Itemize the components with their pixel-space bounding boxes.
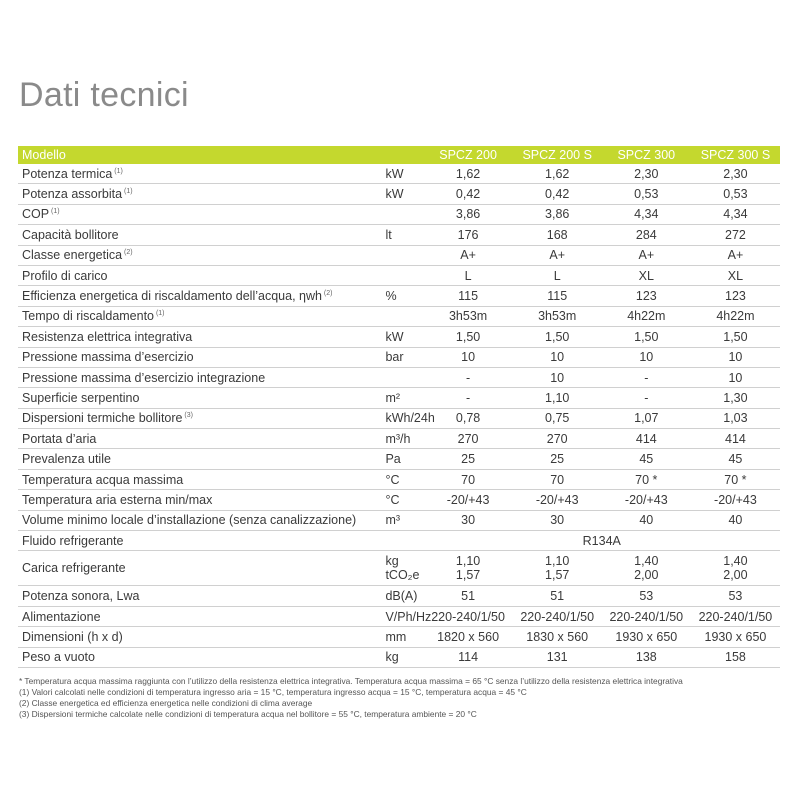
row-unit: m³/h xyxy=(363,429,423,449)
row-label: Portata d’aria xyxy=(18,429,363,449)
table-row xyxy=(18,225,780,245)
table-row xyxy=(18,265,780,285)
row-value: -20/+43 xyxy=(513,490,602,510)
row-value: 40 xyxy=(691,510,780,530)
table-row xyxy=(18,510,780,530)
row-value: 30 xyxy=(513,510,602,530)
table-row xyxy=(18,429,780,449)
row-value: XL xyxy=(602,265,691,285)
row-value: 30 xyxy=(424,510,513,530)
row-label: Resistenza elettrica integrativa xyxy=(18,327,363,347)
row-value: 220-240/1/50 xyxy=(513,606,602,626)
row-value: 10 xyxy=(513,367,602,387)
row-value: 70 xyxy=(424,469,513,489)
value-line: 1,40 xyxy=(723,554,748,569)
row-value: 168 xyxy=(513,225,602,245)
table-row xyxy=(18,449,780,469)
row-value: 2,30 xyxy=(691,164,780,184)
row-unit: °C xyxy=(363,469,423,489)
row-unit xyxy=(363,531,423,551)
table-row xyxy=(18,647,780,667)
row-value: 2,30 xyxy=(602,164,691,184)
row-value: 4h22m xyxy=(691,306,780,326)
header-model: SPCZ 300 S xyxy=(700,148,771,162)
table-header-row xyxy=(18,146,780,164)
row-value: 1,50 xyxy=(602,327,691,347)
row-label: Fluido refrigerante xyxy=(18,531,363,551)
row-value: 123 xyxy=(602,286,691,306)
row-value: 131 xyxy=(513,647,602,667)
row-value: 123 xyxy=(691,286,780,306)
unit-line: tCO₂e xyxy=(385,568,420,583)
row-unit xyxy=(363,245,423,265)
header-model: SPCZ 300 xyxy=(617,148,676,162)
footnote-ref: (1) xyxy=(154,310,165,318)
row-value: -20/+43 xyxy=(602,490,691,510)
row-value: 4,34 xyxy=(691,204,780,224)
row-label: Dispersioni termiche bollitore $^{(3)}$ xyxy=(18,408,363,428)
table-row xyxy=(18,245,780,265)
row-label: Capacità bollitore xyxy=(18,225,363,245)
row-value: 115 xyxy=(424,286,513,306)
row-unit: kW xyxy=(363,164,423,184)
value-line: 1,10 xyxy=(545,554,570,569)
row-value: A+ xyxy=(513,245,602,265)
row-value: 10 xyxy=(691,367,780,387)
table-row xyxy=(18,606,780,626)
row-value: 270 xyxy=(513,429,602,449)
table-row xyxy=(18,408,780,428)
table-row xyxy=(18,531,780,551)
row-label: Potenza assorbita $^{(1)}$ xyxy=(18,184,363,204)
row-value: 1,07 xyxy=(602,408,691,428)
table-row xyxy=(18,347,780,367)
row-label: Tempo di riscaldamento $^{(1)}$ xyxy=(18,306,363,326)
row-value: 3,86 xyxy=(424,204,513,224)
row-value: 270 xyxy=(424,429,513,449)
table-row xyxy=(18,551,780,586)
row-value: 4h22m xyxy=(602,306,691,326)
row-unit: kg xyxy=(363,647,423,667)
unit-line: kg xyxy=(385,554,399,569)
header-model: SPCZ 200 xyxy=(439,148,497,162)
table-row xyxy=(18,286,780,306)
row-value xyxy=(424,551,513,586)
footnote-ref: (1) xyxy=(49,208,60,216)
row-value xyxy=(602,551,691,586)
row-label: Peso a vuoto xyxy=(18,647,363,667)
footnote-ref: (1) xyxy=(112,167,123,175)
row-value: L xyxy=(513,265,602,285)
row-unit: mm xyxy=(363,627,423,647)
row-unit: % xyxy=(363,286,423,306)
page-title: Dati tecnici xyxy=(19,76,189,114)
row-unit xyxy=(363,367,423,387)
row-value: 1,30 xyxy=(691,388,780,408)
footnote: (3) Dispersioni termiche calcolate nelle condizioni di temperatura acqua nel bollitore = 55 °C, temperatura ambiente = 20 °C xyxy=(19,709,477,719)
row-value: 414 xyxy=(602,429,691,449)
row-value: 53 xyxy=(691,586,780,606)
row-value: 45 xyxy=(602,449,691,469)
row-value: R134A xyxy=(424,531,780,551)
row-value: XL xyxy=(691,265,780,285)
row-label: Volume minimo locale d’installazione (senza canalizzazione) xyxy=(18,510,363,530)
row-value: 114 xyxy=(424,647,513,667)
row-value: 138 xyxy=(602,647,691,667)
row-value: 176 xyxy=(424,225,513,245)
row-label: Profilo di carico xyxy=(18,265,363,285)
row-value: 0,78 xyxy=(424,408,513,428)
row-value: 0,42 xyxy=(424,184,513,204)
row-label: Pressione massima d’esercizio xyxy=(18,347,363,367)
table-row xyxy=(18,204,780,224)
table-row xyxy=(18,184,780,204)
row-value: 0,53 xyxy=(602,184,691,204)
footnotes xyxy=(19,676,683,720)
row-label: Efficienza energetica di riscaldamento dell’acqua, ηwh $^{(2)}$ xyxy=(18,286,363,306)
row-value: 1,62 xyxy=(424,164,513,184)
row-value: 1,50 xyxy=(424,327,513,347)
table-row xyxy=(18,306,780,326)
footnote: * Temperatura acqua massima raggiunta con l’utilizzo della resistenza elettrica integrativa. Temperatura acqua massima = 65 °C senza l’utilizzo della resistenza elettrica integrativa xyxy=(19,676,683,686)
row-value: 1930 x 650 xyxy=(691,627,780,647)
row-value: 1,50 xyxy=(691,327,780,347)
row-value: 220-240/1/50 xyxy=(424,606,513,626)
row-value: 0,42 xyxy=(513,184,602,204)
row-value: 1,50 xyxy=(513,327,602,347)
header-unit xyxy=(363,146,423,164)
value-line: 1,10 xyxy=(455,554,481,569)
row-value: 53 xyxy=(602,586,691,606)
row-value: 1,10 xyxy=(513,388,602,408)
table-row xyxy=(18,327,780,347)
row-value: 10 xyxy=(513,347,602,367)
row-value: 25 xyxy=(513,449,602,469)
row-value: 1,62 xyxy=(513,164,602,184)
row-unit: bar xyxy=(363,347,423,367)
row-label: Potenza sonora, Lwa xyxy=(18,586,363,606)
row-value: 3h53m xyxy=(424,306,513,326)
row-label: Prevalenza utile xyxy=(18,449,363,469)
row-value: 0,75 xyxy=(513,408,602,428)
row-value: 70 xyxy=(513,469,602,489)
row-value: L xyxy=(424,265,513,285)
row-value: -20/+43 xyxy=(424,490,513,510)
row-value: 272 xyxy=(691,225,780,245)
footnote: (2) Classe energetica ed efficienza energetica nelle condizioni di clima average xyxy=(19,698,313,708)
row-label: Superficie serpentino xyxy=(18,388,363,408)
row-value: - xyxy=(602,367,691,387)
row-value: A+ xyxy=(602,245,691,265)
row-unit: °C xyxy=(363,490,423,510)
row-value: - xyxy=(602,388,691,408)
row-value: 51 xyxy=(424,586,513,606)
row-label: Pressione massima d’esercizio integrazione xyxy=(18,367,363,387)
table-row xyxy=(18,627,780,647)
row-value: 4,34 xyxy=(602,204,691,224)
row-unit: lt xyxy=(363,225,423,245)
header-label: Modello xyxy=(22,148,66,162)
table-row xyxy=(18,164,780,184)
row-value: 40 xyxy=(602,510,691,530)
row-value: A+ xyxy=(424,245,513,265)
row-value: 220-240/1/50 xyxy=(602,606,691,626)
row-value: 51 xyxy=(513,586,602,606)
row-label: Temperatura aria esterna min/max xyxy=(18,490,363,510)
row-unit: Pa xyxy=(363,449,423,469)
row-label: Carica refrigerante xyxy=(18,551,363,586)
row-value: 70 * xyxy=(602,469,691,489)
row-unit: kW xyxy=(363,327,423,347)
row-value: 220-240/1/50 xyxy=(691,606,780,626)
row-value: 1930 x 650 xyxy=(602,627,691,647)
row-value: 25 xyxy=(424,449,513,469)
table-row xyxy=(18,469,780,489)
row-value: -20/+43 xyxy=(691,490,780,510)
row-unit: V/Ph/Hz xyxy=(363,606,423,626)
row-value: 3h53m xyxy=(513,306,602,326)
footnote-ref: (1) xyxy=(122,187,133,195)
table-row xyxy=(18,367,780,387)
row-unit: m³ xyxy=(363,510,423,530)
footnote: (1) Valori calcolati nelle condizioni di temperatura ingresso aria = 15 °C, temperatura ingresso acqua = 15 °C, temperatura acqua = 45 °C xyxy=(19,687,527,697)
row-value: 10 xyxy=(602,347,691,367)
row-unit: m² xyxy=(363,388,423,408)
row-value: 414 xyxy=(691,429,780,449)
row-value: 115 xyxy=(513,286,602,306)
row-value: 158 xyxy=(691,647,780,667)
value-line: 2,00 xyxy=(634,568,659,583)
footnote-ref: (3) xyxy=(182,412,193,420)
row-value: 1820 x 560 xyxy=(424,627,513,647)
value-line: 1,57 xyxy=(455,568,481,583)
row-value: 70 * xyxy=(691,469,780,489)
table-row xyxy=(18,490,780,510)
row-value: 1830 x 560 xyxy=(513,627,602,647)
row-value: 45 xyxy=(691,449,780,469)
row-label: Dimensioni (h x d) xyxy=(18,627,363,647)
row-value: - xyxy=(424,388,513,408)
row-label: Alimentazione xyxy=(18,606,363,626)
row-label: Classe energetica $^{(2)}$ xyxy=(18,245,363,265)
table-row xyxy=(18,388,780,408)
value-line: 1,57 xyxy=(545,568,570,583)
row-value xyxy=(691,551,780,586)
row-value: - xyxy=(424,367,513,387)
header-model: SPCZ 200 S xyxy=(522,148,592,162)
value-line: 1,40 xyxy=(634,554,659,569)
spec-table xyxy=(18,146,780,668)
row-value: 10 xyxy=(691,347,780,367)
row-value: 10 xyxy=(424,347,513,367)
row-value: 3,86 xyxy=(513,204,602,224)
row-label: Temperatura acqua massima xyxy=(18,469,363,489)
row-value: A+ xyxy=(691,245,780,265)
row-unit: dB(A) xyxy=(363,586,423,606)
row-unit xyxy=(363,306,423,326)
row-value xyxy=(513,551,602,586)
row-value: 1,03 xyxy=(691,408,780,428)
footnote-ref: (2) xyxy=(321,289,333,297)
row-unit xyxy=(363,204,423,224)
row-value: 0,53 xyxy=(691,184,780,204)
row-unit xyxy=(363,551,423,586)
row-label: Potenza termica $^{(1)}$ xyxy=(18,164,363,184)
row-label: COP $^{(1)}$ xyxy=(18,204,363,224)
row-unit: kWh/24h xyxy=(363,408,423,428)
row-value: 284 xyxy=(602,225,691,245)
row-unit: kW xyxy=(363,184,423,204)
footnote-ref: (2) xyxy=(122,249,133,257)
row-unit xyxy=(363,265,423,285)
table-row xyxy=(18,586,780,606)
value-line: 2,00 xyxy=(723,568,748,583)
